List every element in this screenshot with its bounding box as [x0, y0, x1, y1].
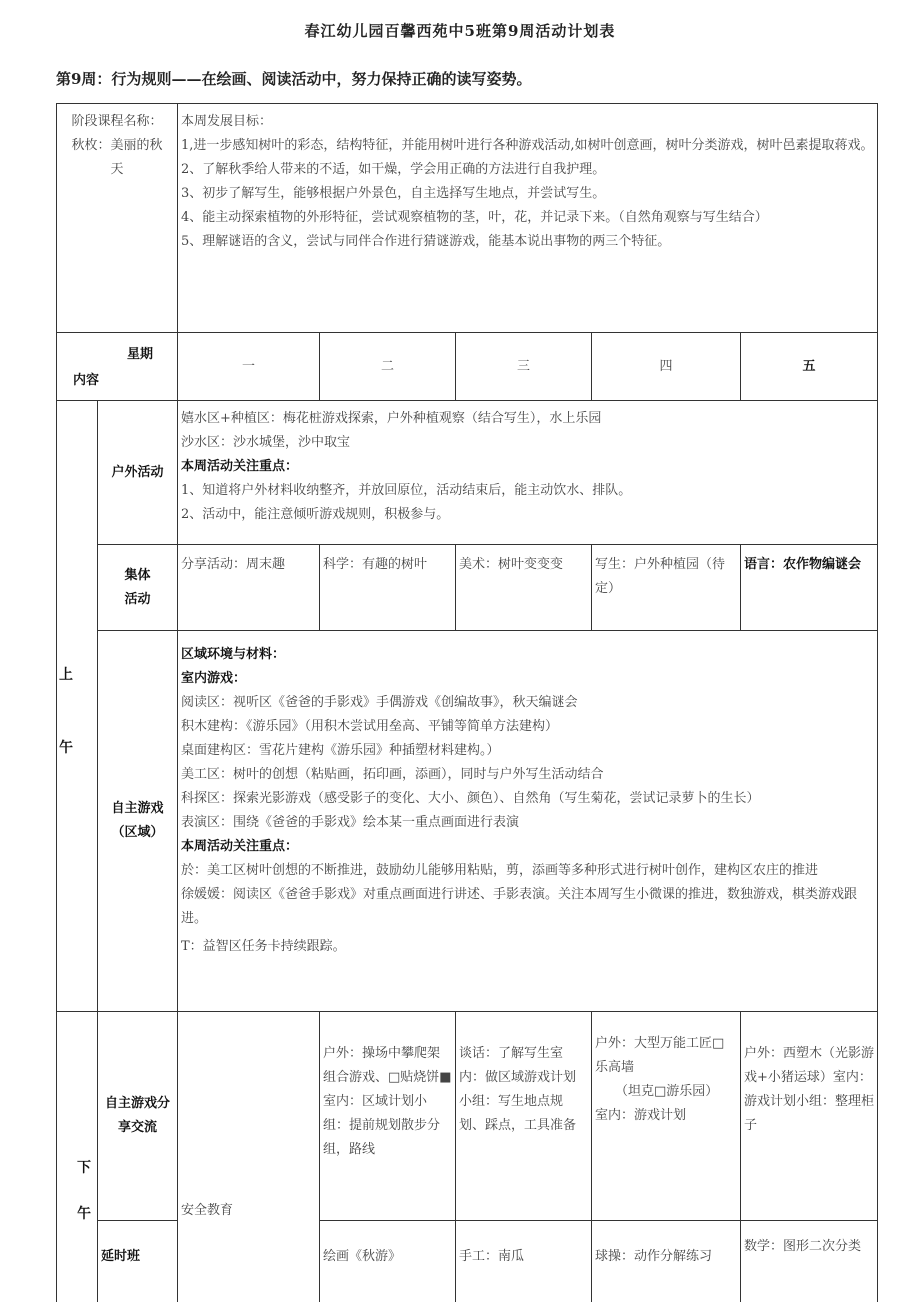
- goals-heading: 本周发展目标：: [181, 114, 273, 129]
- region-line: 积木建构：《游乐园》（用积木尝试用垒高、平铺等简单方法建构）: [181, 719, 559, 734]
- group-label-line: 活动: [124, 591, 151, 607]
- afternoon-day4-line: 室内：游戏计划: [595, 1108, 687, 1123]
- extended-activity: 球操：动作分解练习: [591, 1220, 741, 1302]
- group-label-line: 集体: [124, 567, 151, 583]
- afternoon-label-line: 自主游戏分: [104, 1096, 170, 1111]
- day-header: 一: [177, 332, 320, 401]
- group-activity: 写生：户外种植园（待定）: [591, 544, 741, 631]
- free-play-content: [177, 630, 878, 1012]
- afternoon-label: [97, 1011, 178, 1221]
- free-play-focus-heading: 本周活动关注重点：: [181, 839, 299, 854]
- afternoon-activity: 户外：西塑木（光影游戏+小猪运球）室内：游戏计划小组：整理柜子: [740, 1011, 878, 1221]
- safety-education-text: 安全教育: [181, 1203, 234, 1218]
- afternoon-char: 下: [77, 1160, 91, 1176]
- day-header: 四: [591, 332, 741, 401]
- afternoon-char: 午: [77, 1206, 91, 1222]
- free-play-label: [97, 630, 178, 1012]
- free-play-focus: 於：美工区树叶创想的不断推进，鼓励幼儿能够用粘贴，剪，添画等多种形式进行树叶创作，建构区农庄的推进: [181, 863, 819, 878]
- free-play-label-line: （区域）: [111, 825, 164, 840]
- week-goal: 第9周：行为规则——在绘画、阅读活动中，努力保持正确的读写姿势。: [56, 70, 532, 88]
- afternoon-activity: [591, 1011, 741, 1221]
- goal-item: 2、了解秋季给人带来的不适，如干燥，学会用正确的方法进行自我护理。: [181, 162, 606, 177]
- afternoon-activity: 户外：操场中攀爬架组合游戏、□贴烧饼■室内：区域计划小组：提前规划散步分组，路线: [319, 1011, 456, 1221]
- extended-label: 延时班: [97, 1220, 178, 1302]
- region-line: 科探区：探索光影游戏（感受影子的变化、大小、颜色）、自然角（写生菊花，尝试记录萝卜的生长）: [181, 791, 760, 806]
- group-label: [97, 544, 178, 631]
- outdoor-content: [177, 400, 878, 545]
- group-activity: 分享活动：周末趣: [177, 544, 320, 631]
- goal-item: 5、理解谜语的含义，尝试与同伴合作进行猜谜游戏，能基本说出事物的两三个特征。: [181, 234, 671, 249]
- weekday-label: 星期: [127, 347, 154, 362]
- group-activity: 科学：有趣的树叶: [319, 544, 456, 631]
- env-heading: 区域环境与材料：: [181, 647, 286, 662]
- extended-activity: 绘画《秋游》: [319, 1220, 456, 1302]
- day-header: 二: [319, 332, 456, 401]
- morning-column: [56, 400, 98, 1012]
- extended-activity: 手工：南瓜: [455, 1220, 592, 1302]
- group-activity: 语言：农作物编谜会: [740, 544, 878, 631]
- outdoor-focus: 1、知道将户外材料收纳整齐，并放回原位，活动结束后，能主动饮水、排队。: [181, 483, 632, 498]
- content-label: 内容: [73, 373, 100, 388]
- afternoon-day4-line: （坦克□游乐园）: [615, 1084, 719, 1099]
- region-line: 表演区：围绕《爸爸的手影戏》绘本某一重点画面进行表演: [181, 815, 520, 830]
- afternoon-column: [56, 1011, 98, 1302]
- page-title: 春江幼儿园百馨西苑中5班第9周活动计划表: [304, 22, 616, 40]
- group-activity: 美术：树叶变变变: [455, 544, 592, 631]
- stage-name: 秋枚：美丽的秋天: [71, 138, 163, 177]
- stage-label: 阶段课程名称：: [71, 114, 163, 129]
- region-line: 美工区：树叶的创想（粘贴画，拓印画，添画），同时与户外写生活动结合: [181, 767, 604, 782]
- afternoon-label-line: 享交流: [117, 1120, 157, 1135]
- goals-cell: [177, 103, 878, 333]
- region-line: 阅读区：视听区《爸爸的手影戏》手偶游戏《创编故事》，秋天编谜会: [181, 695, 578, 710]
- region-line: 桌面建构区：雪花片建构《游乐园》种插塑材料建构。）: [181, 743, 500, 758]
- extended-activity: 数学：图形二次分类: [740, 1220, 878, 1302]
- outdoor-line: 沙水区：沙水城堡，沙中取宝: [181, 435, 351, 450]
- stage-cell: [56, 103, 178, 333]
- outdoor-focus-heading: 本周活动关注重点：: [181, 459, 299, 474]
- afternoon-activity: 谈话：了解写生室内：做区域游戏计划小组：写生地点规划、踩点，工具准备: [455, 1011, 592, 1221]
- morning-char: 午: [59, 740, 73, 756]
- morning-char: 上: [59, 667, 73, 683]
- free-play-focus: 徐媛媛：阅读区《爸爸手影戏》对重点画面进行讲述、手影表演。关注本周写生小微课的推进，数独游戏，棋类游戏跟进。: [181, 887, 858, 926]
- outdoor-line: 嬉水区+种植区：梅花桩游戏探索，户外种植观察（结合写生），水上乐园: [181, 411, 602, 426]
- goal-item: 1,进一步感知树叶的彩态，结构特征，并能用树叶进行各种游戏活动,如树叶创意画，树叶分类游戏，树叶邑素提取蒋戏。: [181, 138, 874, 153]
- outdoor-focus: 2、活动中，能注意倾听游戏规则，积极参与。: [181, 507, 450, 522]
- day-header: 三: [455, 332, 592, 401]
- free-play-focus: T：益智区任务卡持续跟踪。: [181, 939, 346, 954]
- goal-item: 3、初步了解写生，能够根据户外景色，自主选择写生地点，并尝试写生。: [181, 186, 606, 201]
- outdoor-label: 户外活动: [97, 400, 178, 545]
- safety-education: [177, 1011, 320, 1302]
- indoor-heading: 室内游戏：: [181, 671, 247, 686]
- goal-item: 4、能主动探索植物的外形特征，尝试观察植物的茎，叶，花，并记录下来。（自然角观察与写生结合）: [181, 210, 768, 225]
- weekday-header-corner: [56, 332, 178, 401]
- free-play-label-line: 自主游戏: [111, 801, 164, 816]
- day-header: 五: [740, 332, 878, 401]
- afternoon-day4-line: 户外：大型万能工匠□乐高墙: [595, 1036, 725, 1075]
